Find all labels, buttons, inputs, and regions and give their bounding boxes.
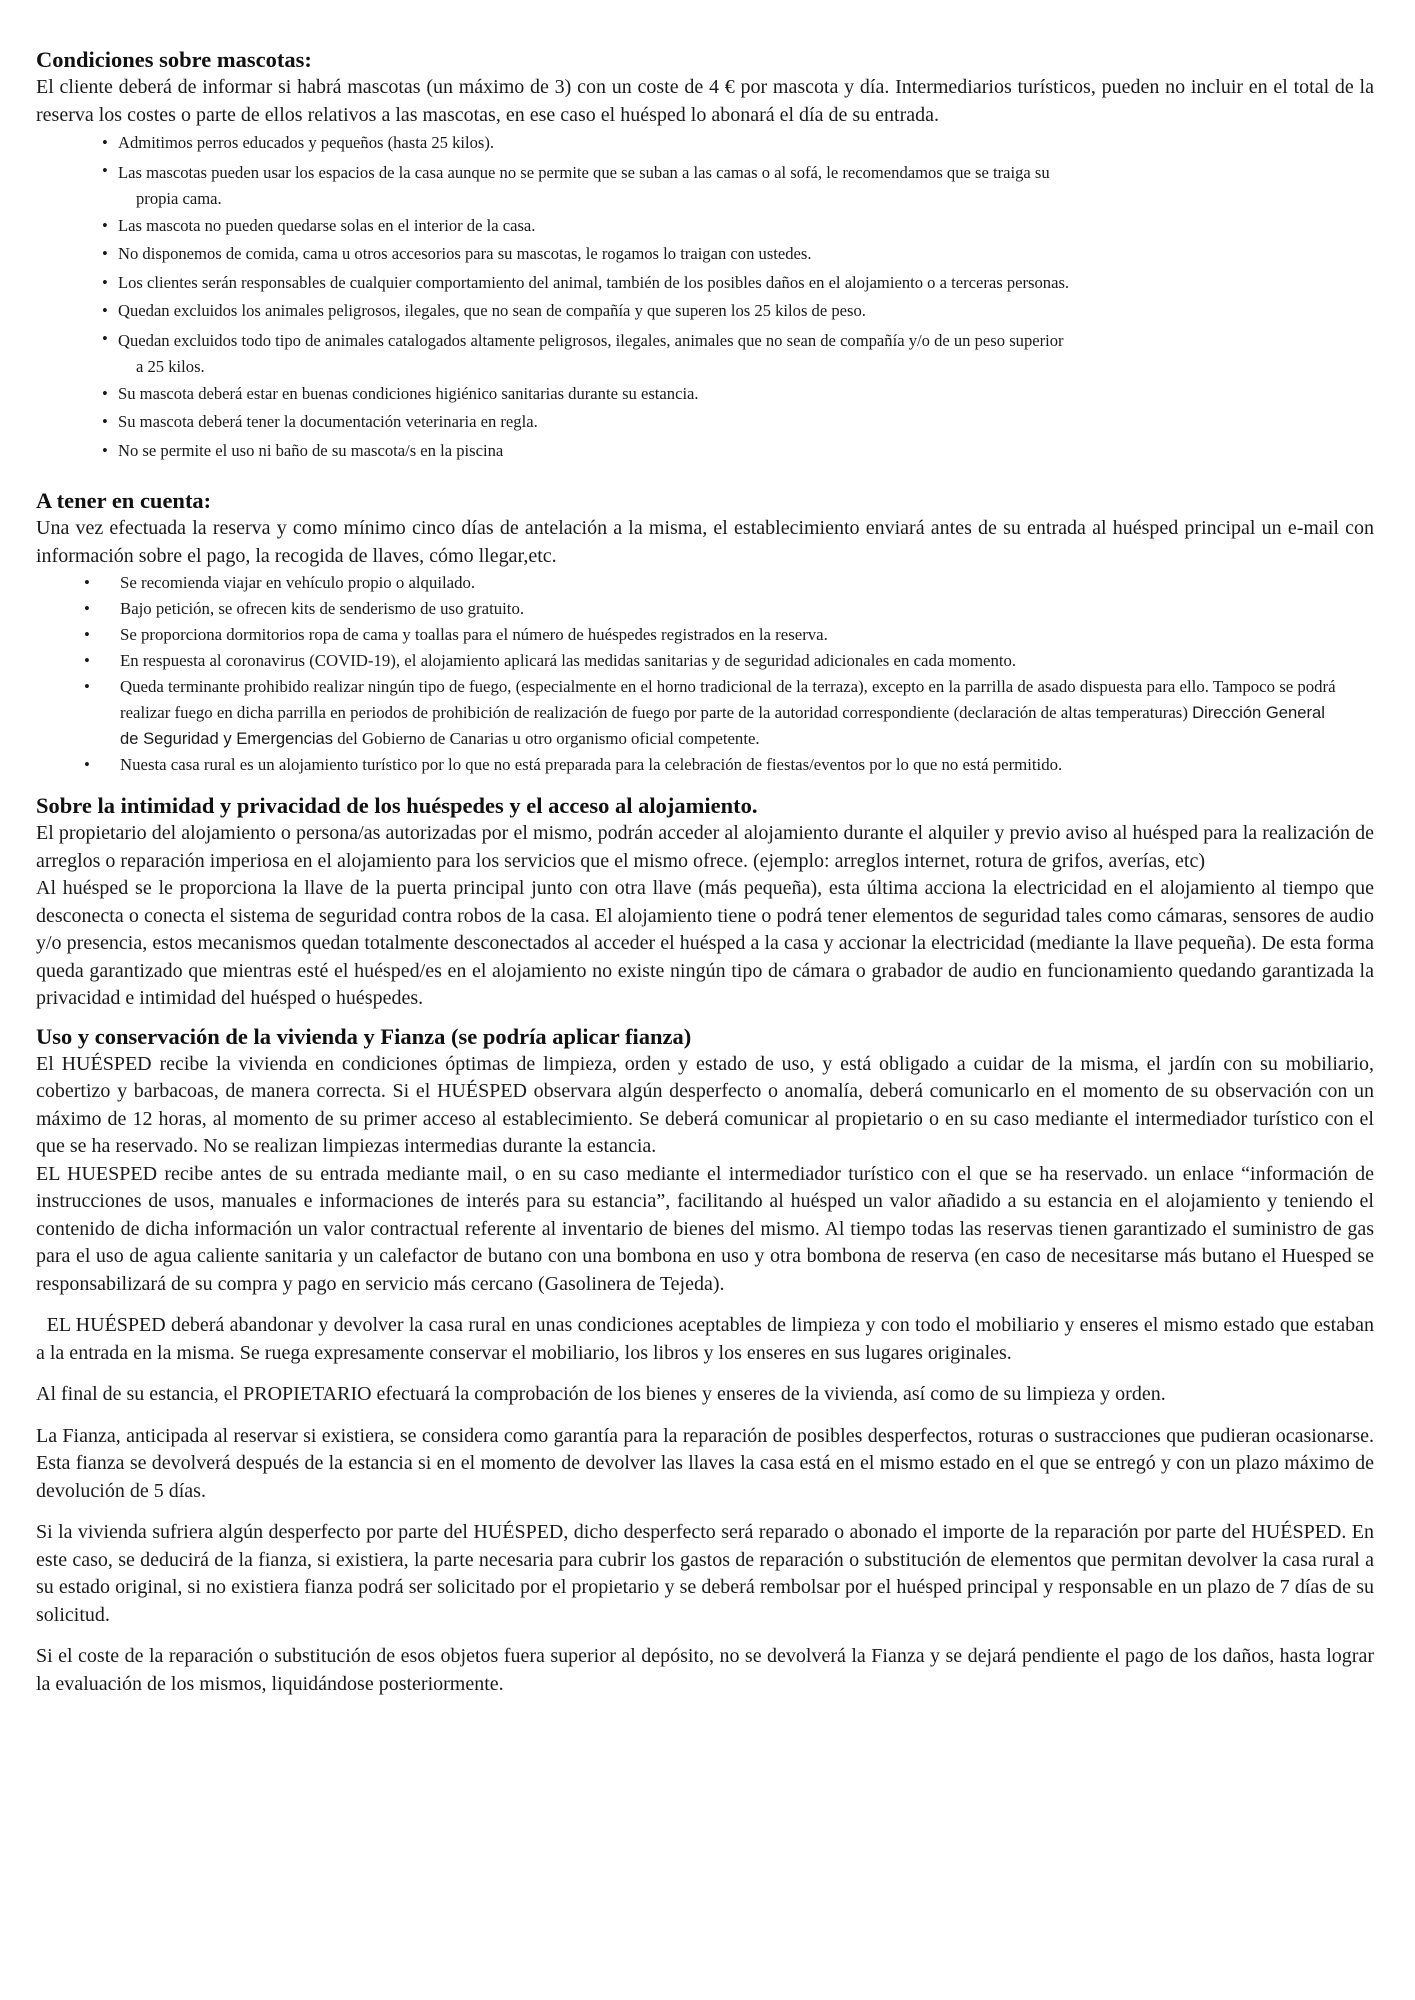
notes-list (36, 570, 1374, 778)
privacy-paragraph-2: Al huésped se le proporciona la llave de la puerta principal junto con otra llave (más pequeña), esta última acciona la electricidad en el alojamiento al tiempo que desconecta o conecta el sistema de seguridad contra robos de la casa. El alojamiento tiene o podrá tener elementos de seguridad tales como cámaras, sensores de audio y/o presencia, estos mecanismos quedan totalmente desconectados al acceder el huésped a la casa y accionar la electricidad (mediante la llave pequeña). De esta forma queda garantizado que mientras esté el huésped/es en el alojamiento no existe ningún tipo de cámara o grabador de audio en funcionamiento quedando garantizada la privacidad e intimidad del huésped o huéspedes. (36, 877, 1374, 1009)
privacy-paragraph-1: El propietario del alojamiento o persona/as autorizadas por el mismo, podrán acceder al alojamiento durante el alquiler y previo aviso al huésped para la realización de arreglos o reparación imperiosa en el alojamiento para los servicios que el mismo ofrece. (ejemplo: arreglos internet, rotura de grifos, averías, etc) (36, 822, 1374, 872)
list-item-text: Las mascotas pueden usar los espacios de la casa aunque no se permite que se suban a las camas o al sofá, le recomendamos que se traiga su (118, 162, 1050, 182)
list-item: • Se recomienda viajar en vehículo propio o alquilado. (36, 570, 1374, 596)
list-item-continuation: propia cama. (136, 188, 222, 208)
deposit-paragraph: La Fianza, anticipada al reservar si existiera, se considera como garantía para la reparación de posibles desperfectos, roturas o sustracciones que pudieran ocasionarse. Esta fianza se devolverá después de la estancia si en el momento de devolver las llaves la casa está en el mismo estado en el que se entregó y con un plazo máximo de devolución de 5 días. (36, 1424, 1374, 1502)
list-item: • No se permite el uso ni baño de su mascota/s en la piscina (36, 437, 1374, 466)
list-item: • Quedan excluidos los animales peligrosos, ilegales, que no sean de compañía y que superen los 25 kilos de peso. (36, 297, 1374, 326)
usage-section (36, 1023, 1379, 1699)
damage-paragraph: Si la vivienda sufriera algún desperfecto por parte del HUÉSPED, dicho desperfecto será reparado o abonado el importe de la reparación por parte del HUÉSPED. En este caso, se deducirá de la fianza, si existiera, la parte necesaria para cubrir los gastos de reparación o substitución de elementos que permitan devolver la casa rural a su estado original, si no existiera fianza podrá ser solicitado por el propietario y se deberá rembolsar por el huésped principal y responsable en un plazo de 7 días de su solicitud. (36, 1521, 1374, 1626)
pets-title: Condiciones sobre mascotas: (36, 47, 312, 72)
list-item: • Los clientes serán responsables de cualquier comportamiento del animal, también de los posibles daños en el alojamiento o a terceras personas. (36, 269, 1374, 298)
usage-paragraph-3: EL HUÉSPED deberá abandonar y devolver la casa rural en unas condiciones aceptables de limpieza y con todo el mobiliario y enseres el mismo estado que estaban a la entrada en la misma. Se ruega expresamente conservar el mobiliario, los libros y los enseres en sus lugares originales. (36, 1314, 1379, 1364)
list-item-text: Quedan excluidos todo tipo de animales catalogados altamente peligrosos, ilegales, animales que no sean de compañía y/o de un peso superior (118, 330, 1064, 350)
list-item (36, 158, 1374, 212)
usage-paragraph-4: Al final de su estancia, el PROPIETARIO efectuará la comprobación de los bienes y enseres de la vivienda, así como de su limpieza y orden. (36, 1383, 1166, 1405)
fire-rule-text-end: del Gobierno de Canarias u otro organismo oficial competente. (333, 729, 760, 748)
list-item (36, 326, 1374, 380)
list-item: • Su mascota deberá estar en buenas condiciones higiénico sanitarias durante su estancia. (36, 380, 1374, 409)
list-item-continuation: a 25 kilos. (136, 356, 205, 376)
list-item: • Bajo petición, se ofrecen kits de senderismo de uso gratuito. (36, 596, 1374, 622)
list-item: • Las mascota no pueden quedarse solas en el interior de la casa. (36, 212, 1374, 241)
usage-paragraph-2: EL HUESPED recibe antes de su entrada mediante mail, o en su caso mediante el intermediador turístico con el que se ha reservado. un enlace “información de instrucciones de usos, manuales e informaciones de interés para su estancia”, facilitando al huésped un valor añadido a su estancia en el alojamiento y teniendo el contenido de dicha información un valor contractual referente al inventario de bienes del mismo. Al tiempo todas las reservas tienen garantizado el suministro de gas para el uso de agua caliente sanitaria y un calefactor de butano con una bombona en uso y otra bombona de reserva (en caso de necesitarse más butano el Huesped se responsabilizará de su compra y pago en servicio más cercano (Gasolinera de Tejeda). (36, 1162, 1374, 1295)
fire-authority-name: Dirección General de Seguridad y Emergencias (120, 703, 1325, 748)
privacy-section (36, 792, 1374, 1013)
pets-list (36, 129, 1374, 465)
list-item: • En respuesta al coronavirus (COVID-19), el alojamiento aplicará las medidas sanitarias y de seguridad adicionales en cada momento. (36, 648, 1374, 674)
fire-rule-text: Queda terminante prohibido realizar ningún tipo de fuego, (especialmente en el horno tradicional de la terraza), excepto en la parrilla de asado dispuesta para ello. Tampoco se podrá realizar fuego en dicha parrilla en periodos de prohibición de realización de fuego por parte de la autoridad correspondiente (declaración de altas temperaturas) (120, 677, 1336, 722)
list-item-fire-rule (36, 674, 1374, 752)
list-item: • Su mascota deberá tener la documentación veterinaria en regla. (36, 408, 1374, 437)
privacy-title: Sobre la intimidad y privacidad de los huéspedes y el acceso al alojamiento. (36, 793, 758, 818)
document-page (36, 46, 1379, 1698)
pets-section (36, 46, 1374, 465)
pets-intro: El cliente deberá de informar si habrá mascotas (un máximo de 3) con un coste de 4 € por mascota y día. Intermediarios turísticos, pueden no incluir en el total de la reserva los costes o parte de ellos relativos a las mascotas, en ese caso el huésped lo abonará el día de su entrada. (36, 76, 1374, 126)
notes-section (36, 487, 1374, 778)
notes-title: A tener en cuenta: (36, 488, 212, 513)
list-item: • Nuesta casa rural es un alojamiento turístico por lo que no está preparada para la celebración de fiestas/eventos por lo que no está permitido. (36, 752, 1374, 778)
notes-intro: Una vez efectuada la reserva y como mínimo cinco días de antelación a la misma, el establecimiento enviará antes de su entrada al huésped principal un e-mail con información sobre el pago, la recogida de llaves, cómo llegar,etc. (36, 517, 1374, 567)
list-item: • Admitimos perros educados y pequeños (hasta 25 kilos). (36, 129, 1374, 158)
repair-cost-paragraph: Si el coste de la reparación o substitución de esos objetos fuera superior al depósito, no se devolverá la Fianza y se dejará pendiente el pago de los daños, hasta lograr la evaluación de los mismos, liquidándose posteriormente. (36, 1645, 1374, 1695)
usage-paragraph-1: El HUÉSPED recibe la vivienda en condiciones óptimas de limpieza, orden y estado de uso, y está obligado a cuidar de la misma, el jardín con su mobiliario, cobertizo y barbacoas, de manera correcta. Si el HUÉSPED observara algún desperfecto o anomalía, deberá comunicarlo en el momento de su observación con un máximo de 12 horas, al momento de su primer acceso al establecimiento. Se deberá comunicar al propietario o en su caso mediante el intermediador turístico con el que se ha reservado. No se realizan limpiezas intermedias durante la estancia. (36, 1052, 1374, 1157)
list-item: • No disponemos de comida, cama u otros accesorios para su mascotas, le rogamos lo traigan con ustedes. (36, 240, 1374, 269)
usage-title: Uso y conservación de la vivienda y Fianza (se podría aplicar fianza) (36, 1023, 692, 1049)
list-item: • Se proporciona dormitorios ropa de cama y toallas para el número de huéspedes registrados en la reserva. (36, 622, 1374, 648)
